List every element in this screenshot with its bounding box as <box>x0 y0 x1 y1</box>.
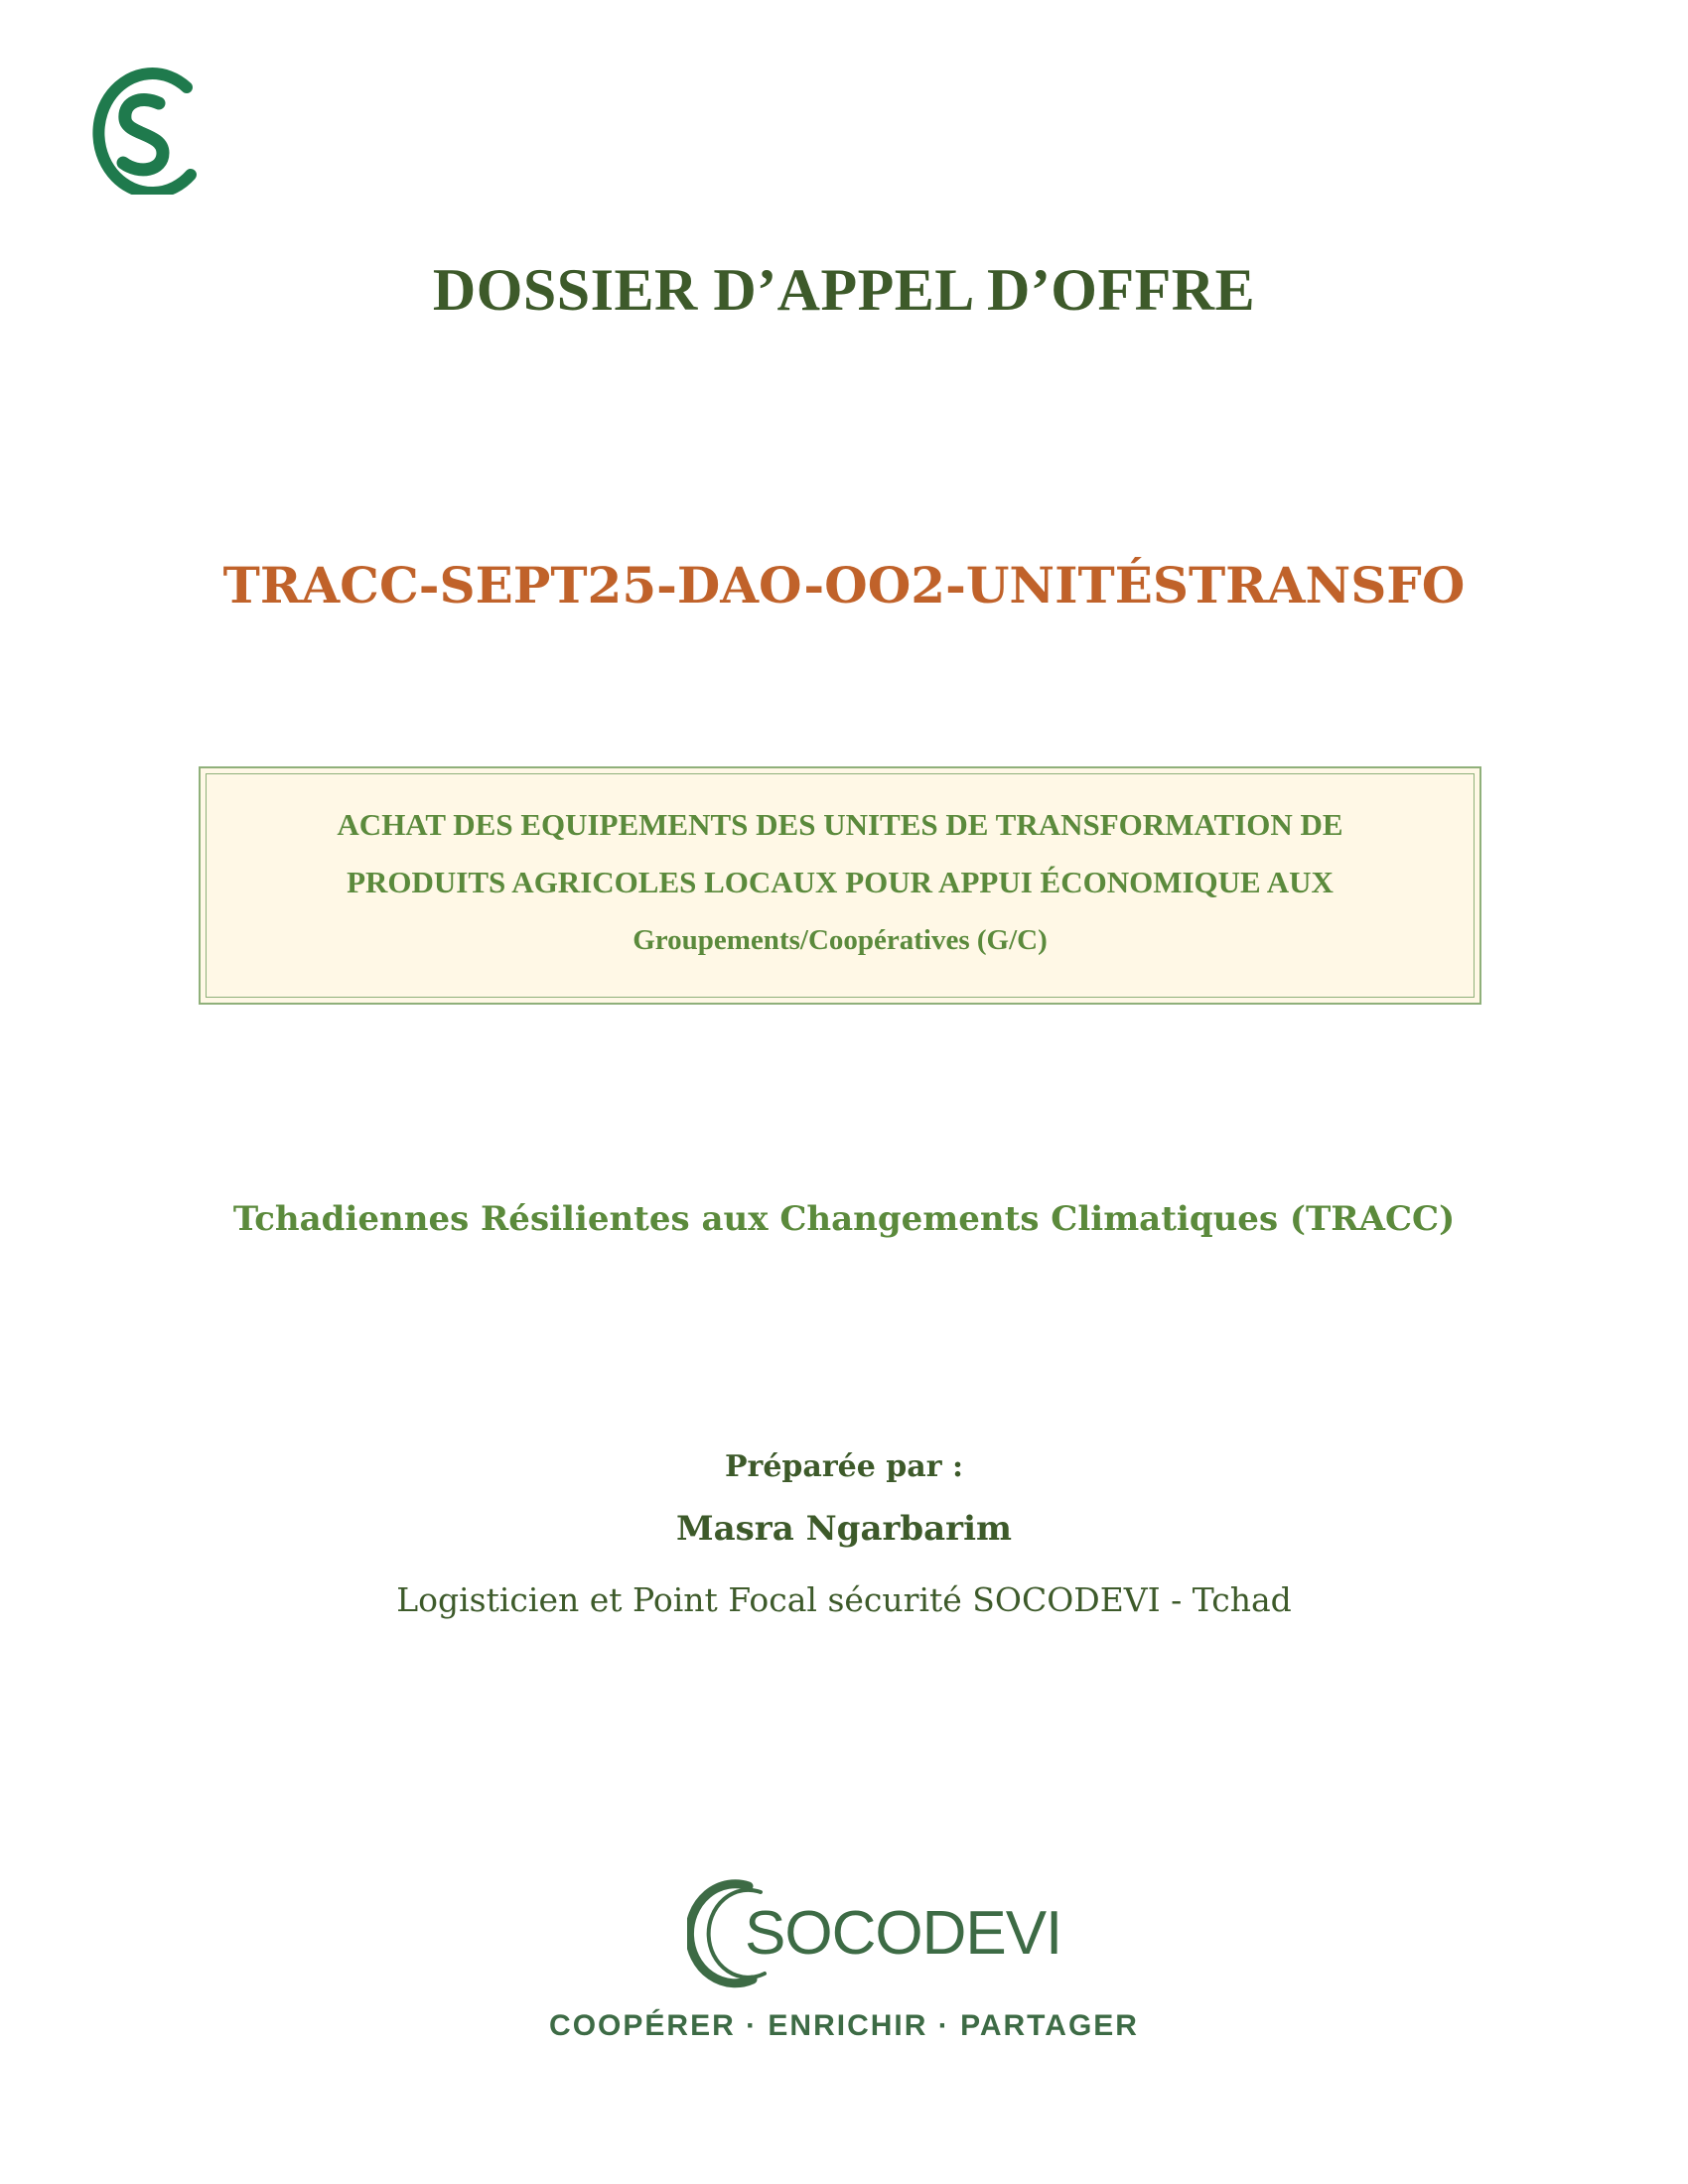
cs-circle-logo-icon <box>87 64 199 195</box>
subject-line-1: ACHAT DES EQUIPEMENTS DES UNITES DE TRANSFORMATION DE <box>337 807 1343 842</box>
author-role: Logisticien et Point Focal sécurité SOCODEVI - Tchad <box>396 1580 1292 1619</box>
subject-text <box>201 796 1479 969</box>
prepared-by-label: Préparée par : <box>724 1449 964 1484</box>
tender-reference: TRACC-SEPT25-DAO-OO2-UNITÉSTRANSFO <box>222 556 1466 614</box>
subject-box <box>199 766 1481 1005</box>
subject-line-2: PRODUITS AGRICOLES LOCAUX POUR APPUI ÉCONOMIQUE AUX <box>347 865 1334 899</box>
subject-line-3: Groupements/Coopératives (G/C) <box>633 924 1048 956</box>
project-name: Tchadiennes Résilientes aux Changements Climatiques (TRACC) <box>232 1199 1456 1239</box>
socodevi-logo-text: SOCODEVI <box>745 1899 1062 1968</box>
socodevi-logo <box>687 1876 1062 1991</box>
author-name: Masra Ngarbarim <box>676 1509 1012 1549</box>
socodevi-tagline: COOPÉRER · ENRICHIR · PARTAGER <box>549 2009 1139 2042</box>
document-title: DOSSIER D’APPEL D’OFFRE <box>432 257 1256 323</box>
